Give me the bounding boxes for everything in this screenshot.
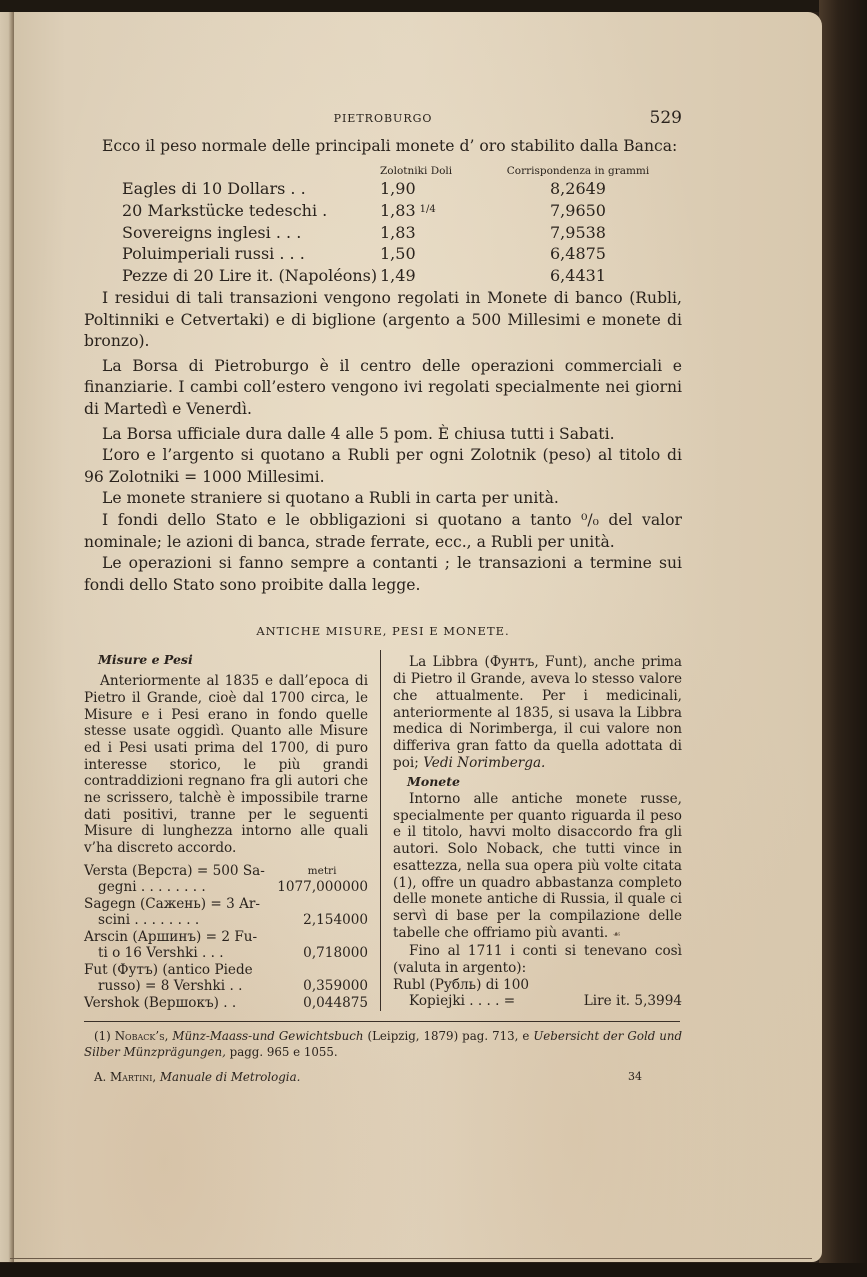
rubl-line: Rubl (Рубль) di 100 bbox=[393, 976, 530, 993]
table-row bbox=[84, 929, 368, 946]
table-row bbox=[122, 243, 658, 265]
measure-name-cont: russo) = 8 Vershki . . bbox=[98, 978, 243, 995]
signature-work: Manuale di Metrologia. bbox=[159, 1070, 301, 1085]
footnote-divider bbox=[84, 1021, 680, 1022]
signature-sheet-number: 34 bbox=[628, 1070, 642, 1084]
two-column-section bbox=[84, 650, 682, 1011]
column-header-coin bbox=[122, 164, 380, 178]
zolotniki-value: 1,50 bbox=[380, 244, 416, 264]
table-row bbox=[84, 945, 368, 962]
footnote-title-2: Uebersicht der Gold und Silber Münzprägungen, bbox=[84, 1029, 683, 1060]
book-right-edge bbox=[819, 0, 867, 1277]
zolotniki-value: 1,49 bbox=[380, 265, 416, 285]
subheading-misure-pesi: Misure e Pesi bbox=[98, 652, 193, 668]
table-row bbox=[84, 995, 368, 1012]
coin-grams: 6,4431 bbox=[550, 265, 606, 285]
zolotniki-value: 1,83 bbox=[380, 222, 416, 242]
monete-text: Intorno alle antiche monete russe, specialmente per quanto riguarda il peso e il titolo, havvi molto disaccordo fra gli autori. Solo Noback, che tutti vince in esattezza, nella sua opera più volte citata (1), offre un quadro abbastanza completo delle monete antiche di Russia, il quale ci servì di base per la compilazione delle tabelle che offriamo più avanti. bbox=[393, 791, 682, 941]
measure-value: 2,154000 bbox=[303, 912, 369, 929]
length-measures-table bbox=[84, 863, 368, 1012]
table-row bbox=[122, 222, 658, 244]
signature-line bbox=[84, 1070, 682, 1086]
page-bottom-edge-line bbox=[10, 1258, 812, 1259]
coin-name: Poluimperiali russi . . . bbox=[122, 244, 305, 264]
coin-name: Sovereigns inglesi . . . bbox=[122, 222, 302, 242]
table-row bbox=[84, 912, 368, 929]
scan-bottom-edge bbox=[0, 1263, 867, 1277]
coin-name: 20 Markstücke tedeschi . bbox=[122, 200, 328, 220]
footnote bbox=[84, 1028, 682, 1060]
libbra-paragraph bbox=[393, 654, 682, 771]
right-column bbox=[380, 650, 682, 1011]
zolotniki-value: 1,90 bbox=[380, 178, 416, 198]
table-row bbox=[122, 199, 658, 222]
cross-reference-norimberga: Vedi Norimberga. bbox=[423, 754, 546, 771]
measure-name-cont: scini . . . . . . . . bbox=[98, 912, 200, 929]
footnote-author: Noback’s, bbox=[114, 1029, 169, 1044]
subheading-monete: Monete bbox=[407, 774, 460, 790]
paragraph-oro-argento: L’oro e l’argento si quotano a Rubli per ogni Zolotnik (peso) al titolo di 96 Zolotniki = 1000 Millesimi. bbox=[84, 446, 682, 486]
coin-grams: 8,2649 bbox=[550, 178, 606, 198]
footnote-end: pagg. 965 e 1055. bbox=[229, 1045, 338, 1060]
measure-name: Vershok (Вершокъ) . . bbox=[84, 994, 237, 1011]
scan-top-edge bbox=[0, 0, 867, 12]
coin-zolotniki bbox=[380, 222, 498, 244]
unit-header: metri bbox=[307, 864, 337, 877]
coin-grams: 7,9650 bbox=[550, 200, 606, 220]
table-row bbox=[122, 178, 658, 200]
signature-left bbox=[94, 1070, 300, 1084]
page-content bbox=[84, 108, 682, 1086]
manicule-ornament-icon: ☙ bbox=[612, 929, 621, 940]
column-header-zolotniki: Zolotniki Doli bbox=[380, 164, 453, 177]
footnote-title-1: Münz-Maass-und Gewichtsbuch bbox=[172, 1029, 364, 1044]
intro-paragraph: Ecco il peso normale delle principali monete d’ oro stabilito dalla Banca: bbox=[102, 137, 678, 155]
coin-name: Eagles di 10 Dollars . . bbox=[122, 178, 306, 198]
paragraph-operazioni: Le operazioni si fanno sempre a contanti ; le transazioni a termine sui fondi dello Stato sono proibite dalla legge. bbox=[84, 554, 682, 594]
measure-name-cont: ti o 16 Vershki . . . bbox=[98, 945, 224, 962]
table-header-row bbox=[122, 164, 658, 178]
misure-paragraph: Anteriormente al 1835 e dall’epoca di Pietro il Grande, cioè dal 1700 circa, le Misure e i Pesi erano in fondo quelle stesse usate oggidì. Quanto alle Misure ed i Pesi usati prima del 1700, di puro interesse storico, le più grandi contraddizioni regnano fra gli autori che ne scrissero, talchè è impossibile trarne dati positivi, tranne per le seguenti Misure di lunghezza intorno alle quali v’ha discreto accordo. bbox=[84, 673, 369, 857]
measure-name-cont: gegni . . . . . . . . bbox=[98, 879, 206, 896]
measure-value: 1077,000000 bbox=[277, 879, 369, 896]
running-head bbox=[84, 108, 682, 132]
section-title: ANTICHE MISURE, PESI E MONETE. bbox=[256, 624, 510, 639]
table-row bbox=[84, 896, 368, 913]
column-header-grams: Corrispondenza in grammi bbox=[506, 164, 650, 177]
footnote-marker: (1) bbox=[94, 1029, 111, 1044]
paragraph-residui: I residui di tali transazioni vengono regolati in Monete di banco (Rubli, Poltinniki e Cetvertaki) e di biglione (argento a 500 Millesimi e monete di bronzo). bbox=[84, 289, 682, 351]
book-spine-gutter bbox=[0, 12, 14, 1262]
measure-name: Arscin (Аршинъ) = 2 Fu- bbox=[84, 928, 258, 945]
coin-zolotniki bbox=[380, 265, 498, 287]
coin-zolotniki bbox=[380, 243, 498, 265]
kopiejki-row bbox=[393, 993, 682, 1010]
page-number: 529 bbox=[649, 108, 682, 128]
measure-name: Versta (Верста) = 500 Sa- bbox=[84, 862, 265, 879]
table-row bbox=[84, 879, 368, 896]
coin-grams: 7,9538 bbox=[550, 222, 606, 242]
signature-author: A. Martini, bbox=[94, 1070, 157, 1085]
measure-name: Sagegn (Сажень) = 3 Ar- bbox=[84, 895, 260, 912]
measure-value: 0,044875 bbox=[303, 994, 369, 1011]
paragraph-fondi-stato: I fondi dello Stato e le obbligazioni si quotano a tanto ⁰/₀ del valor nominale; le azioni di banca, strade ferrate, ecc., a Rubli per unità. bbox=[84, 511, 682, 551]
fino-paragraph: Fino al 1711 i conti si tenevano così (valuta in argento): bbox=[393, 943, 682, 977]
table-row bbox=[122, 265, 658, 287]
footnote-mid: (Leipzig, 1879) pag. 713, e bbox=[367, 1029, 530, 1044]
table-row bbox=[84, 863, 368, 880]
paragraph-monete-straniere: Le monete straniere si quotano a Rubli in carta per unità. bbox=[102, 489, 559, 508]
paragraph-borsa-centro: La Borsa di Pietroburgo è il centro delle operazioni commerciali e finanziarie. I cambi coll’estero vengono ivi regolati specialmente nei giorni di Martedì e Venerdì. bbox=[84, 356, 682, 419]
zolotniki-value: 1,83 bbox=[380, 201, 416, 221]
measure-name: Fut (Футъ) (antico Piede bbox=[84, 961, 253, 978]
left-column bbox=[84, 650, 380, 1011]
measure-value: 0,718000 bbox=[303, 945, 369, 962]
measure-value: 0,359000 bbox=[303, 978, 369, 995]
coin-grams: 6,4875 bbox=[550, 244, 606, 264]
kopiejki-value: Lire it. 5,3994 bbox=[583, 993, 682, 1010]
coin-name: Pezze di 20 Lire it. (Napoléons) bbox=[122, 265, 378, 285]
table-row bbox=[84, 978, 368, 995]
kopiejki-label: Kopiejki . . . . = bbox=[409, 993, 516, 1010]
libbra-text: La Libbra (Фунтъ, Funt), anche prima di Pietro il Grande, aveva lo stesso valore che attualmente. Per i medicinali, anteriormente al 1835, si usava la Libbra medica di Norimberga, il cui valore non differiva gran fatto da quella adottata di poi; bbox=[393, 654, 682, 771]
running-title: PIETROBURGO bbox=[333, 112, 433, 125]
gold-coin-weight-table bbox=[122, 164, 658, 287]
monete-paragraph bbox=[393, 791, 682, 943]
paragraph-borsa-orario: La Borsa ufficiale dura dalle 4 alle 5 pom. È chiusa tutti i Sabati. bbox=[102, 424, 615, 443]
table-row bbox=[84, 962, 368, 979]
coin-zolotniki bbox=[380, 199, 498, 222]
coin-zolotniki bbox=[380, 178, 498, 200]
zolotniki-fraction: 1/4 bbox=[419, 204, 436, 216]
